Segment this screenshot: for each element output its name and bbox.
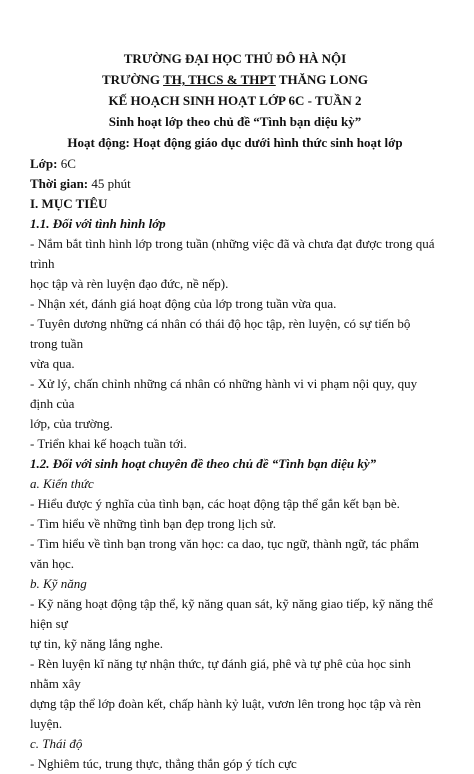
subsection-topic-title: 1.2. Đối với sinh hoạt chuyên đề theo chủ đề “Tình bạn diệu kỳ”: [30, 456, 377, 471]
list-item: - Nghiêm túc, trung thực, thẳng thắn góp ý tích cực: [30, 756, 297, 771]
list-item: - Tìm hiểu về tình bạn trong văn học: ca dao, tục ngữ, thành ngữ, tác phẩm văn học.: [30, 536, 419, 571]
list-item: - Tuyên dương những cá nhân có thái độ học tập, rèn luyện, có sự tiến bộ trong tuần: [30, 316, 411, 351]
knowledge-title: a. Kiến thức: [30, 476, 94, 491]
list-item: - Rèn luyện kĩ năng tự nhận thức, tự đánh giá, phê và tự phê của học sinh nhằm xây: [30, 656, 411, 691]
list-item: lớp, của trường.: [30, 416, 113, 431]
list-item: dựng tập thể lớp đoàn kết, chấp hành kỷ luật, vươn lên trong học tập và rèn luyện.: [30, 696, 422, 731]
school-prefix: TRƯỜNG: [102, 72, 164, 87]
skills-title: b. Kỹ năng: [30, 576, 87, 591]
class-label: Lớp:: [30, 156, 58, 171]
list-item: vừa qua.: [30, 356, 75, 371]
list-item: - Tìm hiểu về những tình bạn đẹp trong lịch sử.: [30, 516, 277, 531]
header-line-plan-title: KẾ HOẠCH SINH HOẠT LỚP 6C - TUẦN 2: [108, 93, 362, 108]
list-item: - Nắm bắt tình hình lớp trong tuần (những việc đã và chưa đạt được trong quá trình: [30, 236, 435, 271]
list-item: học tập và rèn luyện đạo đức, nề nếp).: [30, 276, 229, 291]
header-line-topic: Sinh hoạt lớp theo chủ đề “Tình bạn diệu kỳ”: [108, 114, 362, 129]
attitude-title: c. Thái độ: [30, 736, 83, 751]
header-line-university: TRƯỜNG ĐẠI HỌC THỦ ĐÔ HÀ NỘI: [123, 51, 347, 66]
class-row: [30, 154, 440, 174]
list-item: - Hiểu được ý nghĩa của tình bạn, các hoạt động tập thể gắn kết bạn bè.: [30, 496, 400, 511]
time-value: 45 phút: [88, 176, 131, 191]
time-row: [30, 174, 440, 194]
list-item: tự tin, kỹ năng lắng nghe.: [30, 636, 164, 651]
list-item: - Nhận xét, đánh giá hoạt động của lớp trong tuần vừa qua.: [30, 296, 337, 311]
school-underlined: TH, THCS & THPT: [163, 72, 276, 87]
list-item: - Xử lý, chấn chỉnh những cá nhân có những hành vi vi phạm nội quy, quy định của: [30, 376, 418, 411]
subsection-class-status-title: 1.1. Đối với tình hình lớp: [30, 216, 166, 231]
list-item: - Triển khai kế hoạch tuần tới.: [30, 436, 187, 451]
header-line-school: [30, 69, 440, 90]
section-objectives-title: I. MỤC TIÊU: [30, 196, 108, 211]
time-label: Thời gian:: [30, 176, 89, 191]
list-item: - Kỹ năng hoạt động tập thể, kỹ năng quan sát, kỹ năng giao tiếp, kỹ năng thể hiện sự: [30, 596, 433, 631]
class-value: 6C: [57, 156, 76, 171]
school-suffix: THĂNG LONG: [275, 72, 368, 87]
header-line-activity: Hoạt động: Hoạt động giáo dục dưới hình thức sinh hoạt lớp: [67, 135, 403, 150]
